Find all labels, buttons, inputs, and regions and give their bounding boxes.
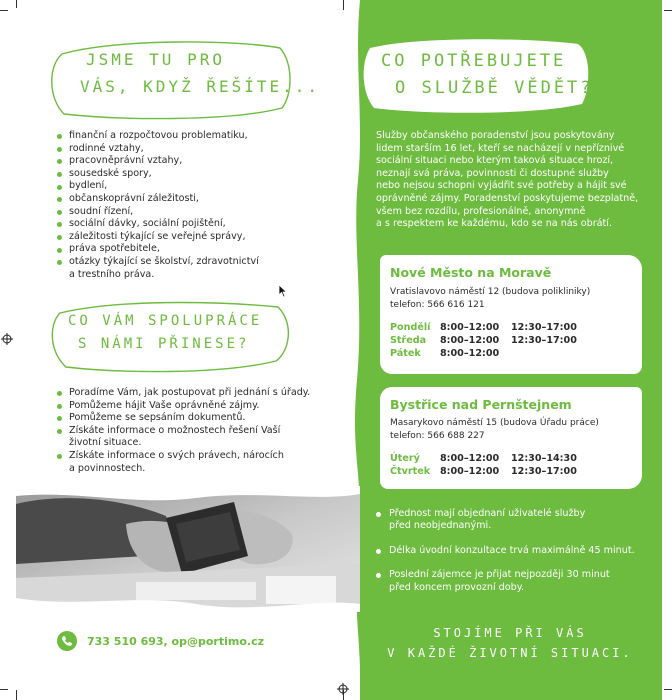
list-item: Pomůžeme hájit Vaše oprávněné zájmy. <box>57 400 347 413</box>
photo-wavy-edge <box>16 486 360 502</box>
crop-mark <box>343 0 344 10</box>
list-item: Poslední zájemce je přijat nejpozději 30 minut před koncem provozní doby. <box>376 569 656 594</box>
list-item: Získáte informace o možnostech řešení Vaší <box>57 425 347 438</box>
crop-mark <box>16 0 17 8</box>
hours-afternoon: 12:30–14:30 <box>511 453 577 464</box>
services-heading: CO POTŘEBUJETE O SLUŽBĚ VĚDĚT? <box>381 51 594 98</box>
office-phone: telefon: 566 616 121 <box>390 300 485 310</box>
hours-day: Čtvrtek <box>390 466 431 477</box>
list-item: práva spotřebitele, <box>57 243 337 256</box>
hours-day: Středa <box>390 335 427 346</box>
slogan: STOJÍME PŘI VÁS V KAŽDÉ ŽIVOTNÍ SITUACI. <box>387 626 633 660</box>
office-card-bystrice <box>380 387 642 489</box>
phone-icon <box>57 631 77 651</box>
hours-afternoon: 12:30–17:00 <box>511 335 577 346</box>
hours-morning: 8:00–12:00 <box>440 466 500 477</box>
list-item: otázky týkající se školství, zdravotnictví <box>57 256 337 269</box>
contact-phone-email[interactable]: 733 510 693, op@portimo.cz <box>87 634 264 648</box>
crop-mark <box>16 690 17 700</box>
list-item: občanskoprávní záležitosti, <box>57 193 337 206</box>
hours-morning: 8:00–12:00 <box>440 348 500 359</box>
problems-heading: JSME TU PRO VÁS, KDYŽ ŘEŠÍTE... <box>80 50 321 96</box>
list-item: Přednost mají objednaní uživatelé služby před neobjednanými. <box>376 508 656 533</box>
registration-mark-icon <box>337 683 349 695</box>
list-item: Poradíme Vám, jak postupovat při jednání s úřady. <box>57 387 347 400</box>
hours-day: Pátek <box>390 348 421 359</box>
hours-morning: 8:00–12:00 <box>440 453 500 464</box>
office-address: Masarykovo náměstí 15 (budova Úřadu práce) <box>390 418 599 428</box>
mouse-pointer-icon <box>278 284 288 298</box>
services-intro: Služby občanského poradenství jsou poskytovány lidem starším 16 let, kteří se nacházejí v nepříznivé sociální situaci nebo kterým taková situace hrozí, neznají svá práva, povinnosti či dostupné služby nebo nejsou schopni vyjádřit své potřeby a hájit své oprávněné zájmy. Poradenství poskytujeme bezplatně, všem bez rozdílu, profesionálně, anonymně a s respektem ke každému, kdo se na nás obrátí. <box>376 130 639 230</box>
list-item-continuation: a trestního práva. <box>69 268 155 280</box>
problems-list <box>57 130 337 281</box>
list-item: sousedské spory, <box>57 168 337 181</box>
registration-mark-icon <box>1 333 13 345</box>
crop-mark <box>664 10 672 11</box>
crop-mark <box>0 10 8 11</box>
list-item: záležitosti týkající se veřejné správy, <box>57 231 337 244</box>
list-item: Pomůžeme se sepsáním dokumentů. <box>57 412 347 425</box>
list-item: Získáte informace o svých právech, nárocích <box>57 450 347 463</box>
wallet-photo <box>16 494 360 612</box>
list-item: Délka úvodní konzultace trvá maximálně 45 minut. <box>376 545 656 557</box>
list-item: pracovněprávní vztahy, <box>57 155 337 168</box>
office-phone: telefon: 566 688 227 <box>390 431 485 441</box>
list-item-continuation: životní situace. <box>69 437 142 449</box>
hours-day: Pondělí <box>390 322 431 333</box>
list-item: sociální dávky, sociální pojištění, <box>57 218 337 231</box>
hours-morning: 8:00–12:00 <box>440 335 500 346</box>
list-item: soudní řízení, <box>57 206 337 219</box>
list-item-continuation: a povinnostech. <box>69 462 146 474</box>
list-item: bydlení, <box>57 180 337 193</box>
office-title: Bystřice nad Pernštejnem <box>390 397 572 412</box>
office-address: Vratislavovo náměstí 12 (budova polikliniky) <box>390 287 591 297</box>
list-item: finanční a rozpočtovou problematiku, <box>57 130 337 143</box>
hours-morning: 8:00–12:00 <box>440 322 500 333</box>
crop-mark <box>0 689 8 690</box>
office-card-nove-mesto <box>380 255 642 374</box>
benefits-heading: CO VÁM SPOLUPRÁCE S NÁMI PŘINESE? <box>68 313 263 352</box>
hours-afternoon: 12:30–17:00 <box>511 466 577 477</box>
contact-line <box>57 631 264 651</box>
crop-mark <box>664 689 672 690</box>
office-title: Nové Město na Moravě <box>390 265 552 280</box>
list-item: rodinné vztahy, <box>57 143 337 156</box>
hours-day: Úterý <box>390 453 420 464</box>
benefits-list <box>57 387 347 475</box>
service-notes <box>376 508 656 594</box>
hours-afternoon: 12:30–17:00 <box>511 322 577 333</box>
